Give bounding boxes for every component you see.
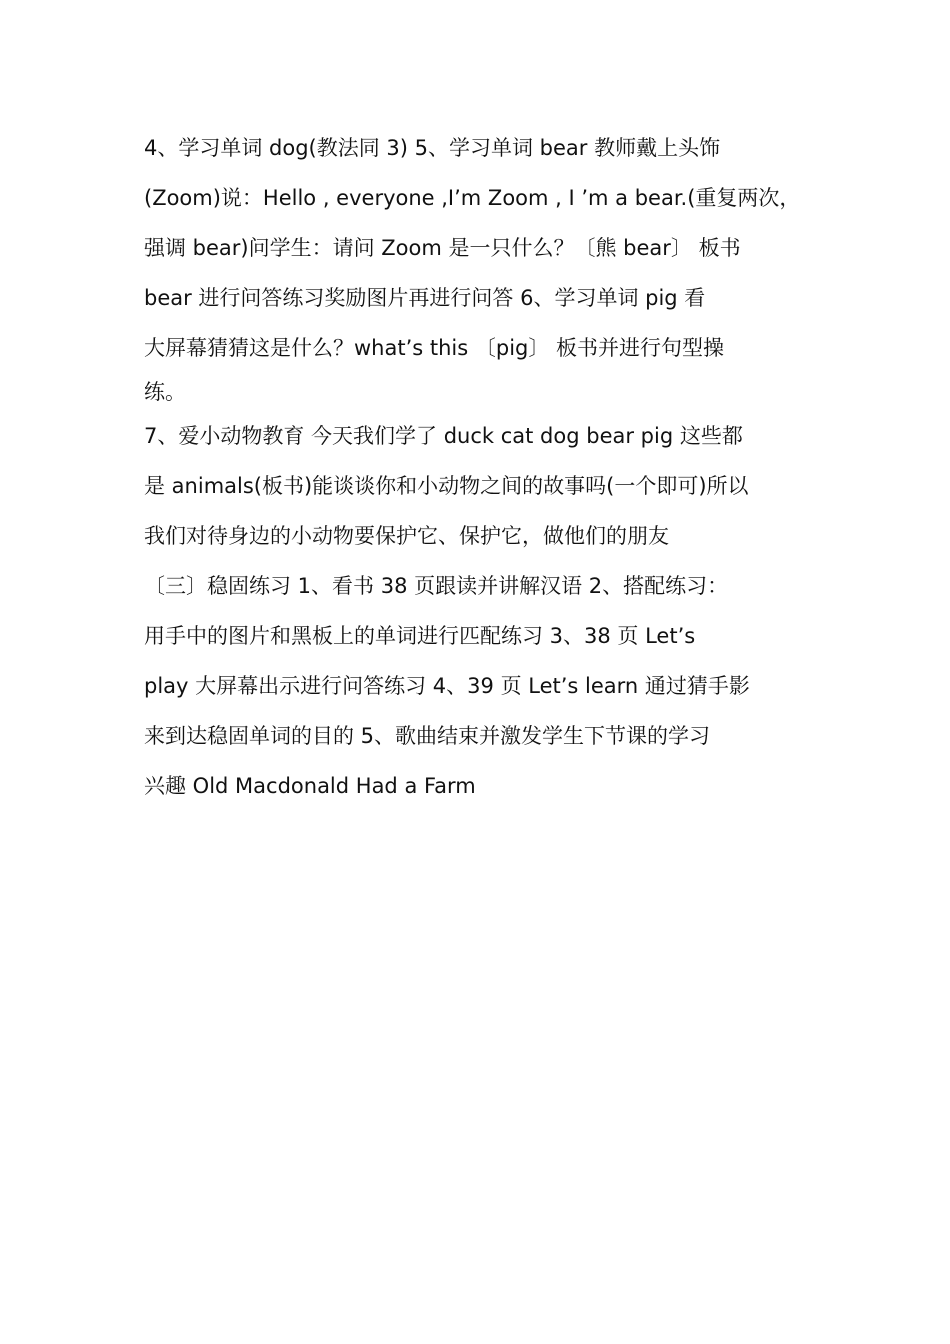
text-line: 来到达稳固单词的目的 5、歌曲结束并激发学生下节课的学习 [144,724,711,748]
text-line: 7、爱小动物教育 今天我们学了 duck cat dog bear pig 这些都 [144,424,743,448]
text-line: bear 进行问答练习奖励图片再进行问答 6、学习单词 pig 看 [144,286,706,310]
text-line: 练。 [144,380,186,404]
text-line: play 大屏幕出示进行问答练习 4、39 页 Let’s learn 通过猜手影 [144,674,750,698]
text-line: 强调 bear)问学生：请问 Zoom 是一只什么？〔熊 bear〕 板书 [144,236,741,260]
text-line: (Zoom)说：Hello , everyone ,I’m Zoom , I ’m a bear.(重复两次， [144,186,801,210]
text-line: 用手中的图片和黑板上的单词进行匹配练习 3、38 页 Let’s [144,624,696,648]
text-line: 我们对待身边的小动物要保护它、保护它，做他们的朋友 [144,524,669,548]
text-line: 兴趣 Old Macdonald Had a Farm [144,774,476,798]
body-text [144,128,814,816]
text-line: 大屏幕猜猜这是什么？what’s this 〔pig〕 板书并进行句型操 [144,336,725,360]
text-line: 是 animals(板书)能谈谈你和小动物之间的故事吗(一个即可)所以 [144,474,749,498]
text-line: 〔三〕稳固练习 1、看书 38 页跟读并讲解汉语 2、搭配练习： [144,574,729,598]
text-line: 4、学习单词 dog(教法同 3) 5、学习单词 bear 教师戴上头饰 [144,136,721,160]
